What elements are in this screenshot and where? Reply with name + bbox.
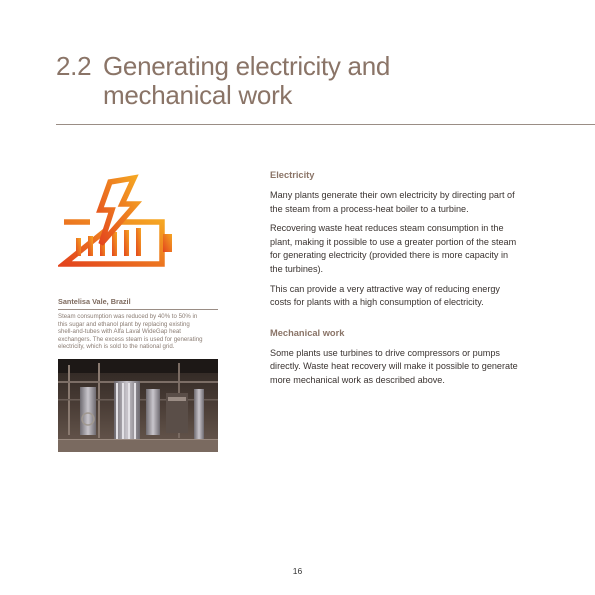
paragraph-line: costs for plants with a high consumption of electricity.	[270, 297, 484, 308]
spacer	[270, 316, 545, 328]
section-heading-electricity: Electricity	[270, 170, 315, 180]
paragraph-line: directly. Waste heat recovery will make it possible to generate	[270, 361, 518, 372]
paragraph	[270, 189, 545, 216]
section-number: 2.2	[56, 51, 92, 81]
case-study-line: exchangers. The excess steam is used for generating	[58, 335, 203, 343]
paragraph-line: more mechanical work as described above.	[270, 374, 445, 385]
paragraph	[270, 347, 545, 388]
case-study-line: this sugar and ethanol plant by replacing existing	[58, 320, 190, 328]
paragraph-line: Recovering waste heat reduces steam consumption in the	[270, 223, 504, 234]
section-heading-mechanical-work: Mechanical work	[270, 327, 345, 338]
paragraph	[270, 283, 545, 310]
paragraph-line: the steam from a process-heat boiler to a turbine.	[270, 203, 469, 214]
paragraph-line: for generating electricity (provided there is more capacity in	[270, 250, 509, 261]
paragraph-line: Many plants generate their own electricity by directing part of	[270, 190, 515, 200]
paragraph-line: Some plants use turbines to drive compressors or pumps	[270, 347, 500, 358]
paragraph-line: the turbines).	[270, 263, 324, 274]
case-study-caption	[58, 297, 218, 351]
case-study-line: electricity, which is sold to the national grid.	[58, 343, 175, 351]
case-study-title: Santelisa Vale, Brazil	[58, 297, 218, 310]
paragraph-line: plant, making it possible to use a greater portion of the steam	[270, 236, 517, 247]
case-study-text	[58, 313, 218, 351]
title-line-1: Generating electricity and	[103, 51, 391, 81]
page-title	[56, 52, 390, 110]
case-study-line: shell-and-tubes with Alfa Laval WideGap heat	[58, 328, 181, 336]
industrial-heat-exchanger-photo	[58, 359, 218, 452]
main-text-column	[270, 170, 545, 394]
case-study-line: Steam consumption was reduced by 40% to 50% in	[58, 313, 198, 320]
page-number: 16	[292, 566, 303, 576]
title-divider	[56, 124, 595, 125]
paragraph-line: This can provide a very attractive way of reducing energy	[270, 283, 500, 294]
battery-lightning-icon	[58, 170, 178, 270]
title-line-2: mechanical work	[103, 80, 293, 110]
paragraph	[270, 222, 545, 276]
